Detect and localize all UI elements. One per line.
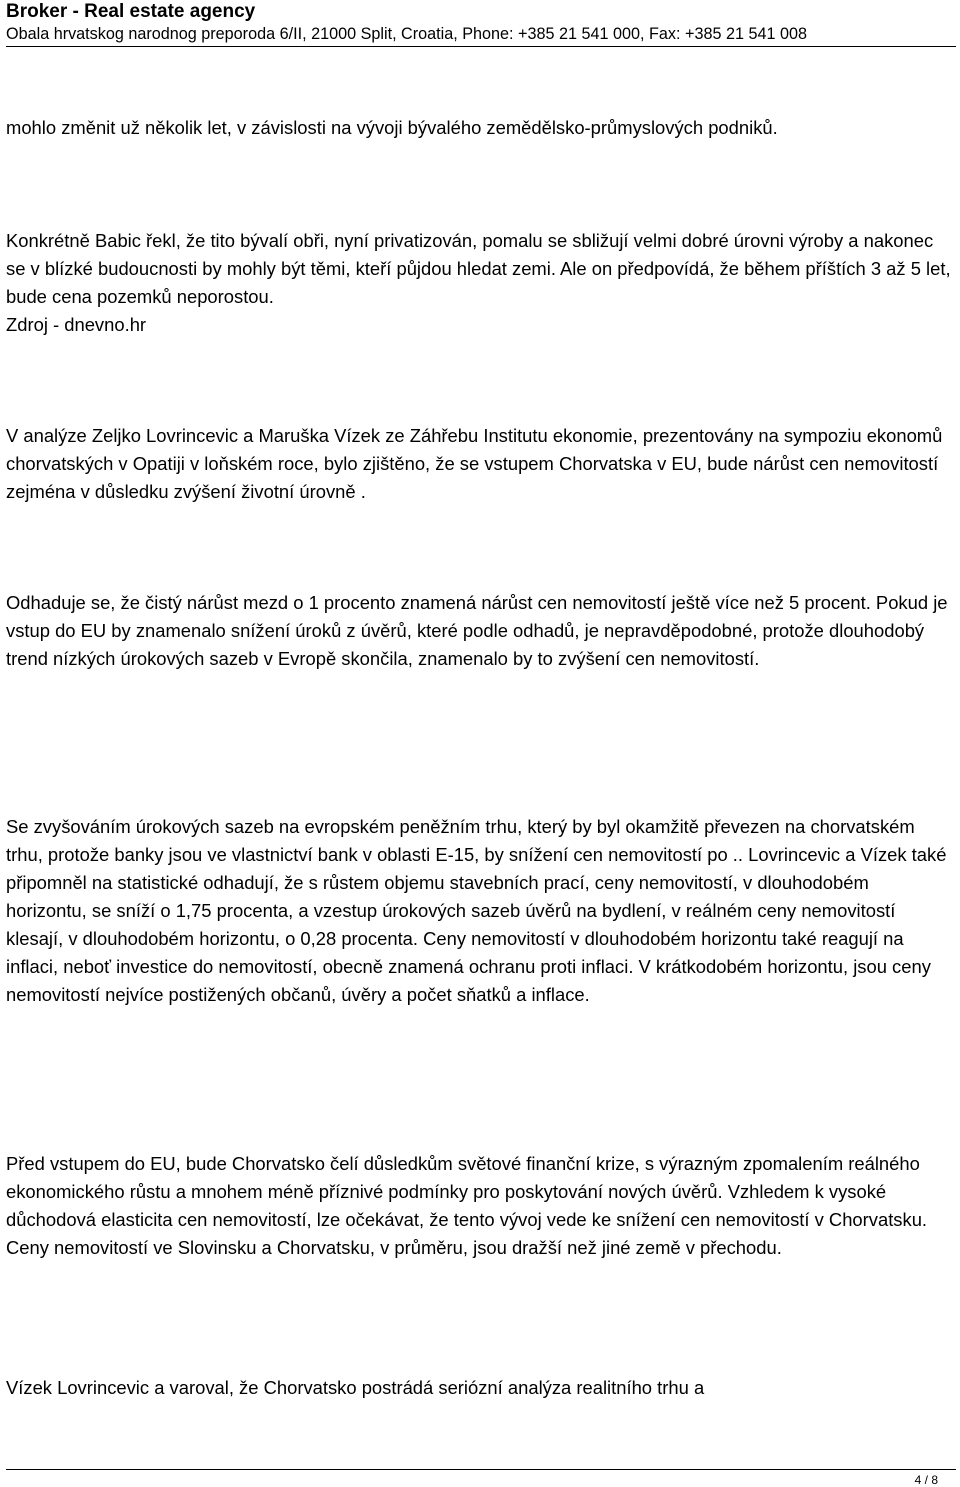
page-number: 4 / 8: [914, 1473, 938, 1487]
paragraph-3: V analýze Zeljko Lovrincevic a Maruška Vízek ze Záhřebu Institutu ekonomie, prezentovány na sympoziu ekonomů chorvatských v Opatiji v loňském roce, bylo zjištěno, že se vstupem Chorvatska v EU, bude nárůst cen nemovitostí zejména v důsledku zvýšení životní úrovně .: [6, 425, 943, 502]
document-header: [6, 0, 956, 44]
agency-title: Broker - Real estate agency: [6, 1, 256, 22]
agency-address: Obala hrvatskog narodnog preporoda 6/II, 21000 Split, Croatia, Phone: +385 21 541 000, Fax: +385 21 541 008: [6, 25, 807, 43]
header-divider: [6, 46, 956, 47]
paragraph-1: mohlo změnit už několik let, v závislosti na vývoji bývalého zemědělsko-průmyslových podniků.: [6, 117, 778, 138]
paragraph-2-block: [6, 227, 954, 339]
paragraph-2: Konkrétně Babic řekl, že tito bývalí obři, nyní privatizován, pomalu se sbližují velmi dobré úrovni výroby a nakonec se v blízké budoucnosti by mohly být těmi, kteří půjdou hledat zemi. Ale on předpovídá, že během příštích 3 až 5 let, bude cena pozemků neporostou.: [6, 230, 951, 307]
paragraph-7: Vízek Lovrincevic a varoval, že Chorvatsko postrádá seriózní analýza realitního trhu a: [6, 1377, 705, 1398]
paragraph-5: Se zvyšováním úrokových sazeb na evropském peněžním trhu, který by byl okamžitě převezen na chorvatském trhu, protože banky jsou ve vlastnictví bank v oblasti E-15, by snížení cen nemovitostí po .. Lovrincevic a Vízek také připomněl na statistické odhadují, že s růstem objemu stavebních prací, ceny nemovitostí, v dlouhodobém horizontu, se sníží o 1,75 procenta, a vzestup úrokových sazeb úvěrů na bydlení, v reálném ceny nemovitostí klesají, v dlouhodobém horizontu, o 0,28 procenta. Ceny nemovitostí v dlouhodobém horizontu také reagují na inflaci, neboť investice do nemovitostí, obecně znamená ochranu proti inflaci. V krátkodobém horizontu, jsou ceny nemovitostí nejvíce postižených občanů, úvěry a počet sňatků a inflace.: [6, 816, 947, 1005]
source-line: Zdroj - dnevno.hr: [6, 314, 147, 335]
footer-divider: [6, 1469, 956, 1470]
paragraph-6: Před vstupem do EU, bude Chorvatsko čelí důsledkům světové finanční krize, s výrazným zpomalením reálného ekonomického růstu a mnohem méně příznivé podmínky pro poskytování nových úvěrů. Vzhledem k vysoké důchodová elasticita cen nemovitostí, lze očekávat, že tento vývoj vede ke snížení cen nemovitostí v Chorvatsku. Ceny nemovitostí ve Slovinsku a Chorvatsku, v průměru, jsou dražší než jiné země v přechodu.: [6, 1153, 928, 1258]
paragraph-4: Odhaduje se, že čistý nárůst mezd o 1 procento znamená nárůst cen nemovitostí ještě více než 5 procent. Pokud je vstup do EU by znamenalo snížení úroků z úvěrů, které podle odhadů, je nepravděpodobné, protože dlouhodobý trend nízkých úrokových sazeb v Evropě skončila, znamenalo by to zvýšení cen nemovitostí.: [6, 592, 948, 669]
